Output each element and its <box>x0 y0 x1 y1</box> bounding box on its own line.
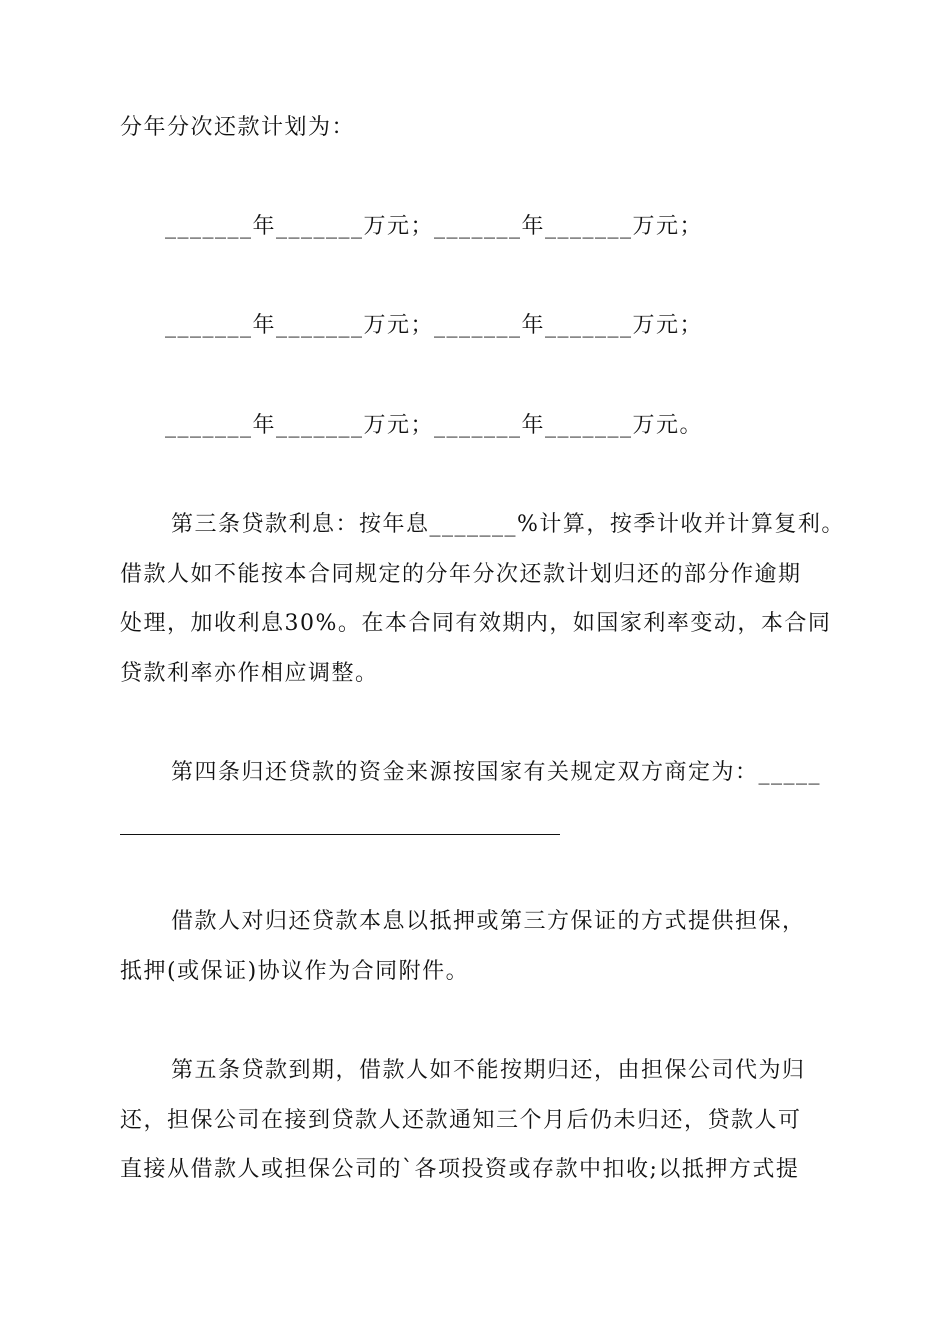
guarantee-paragraph-line: 借款人对归还贷款本息以抵押或第三方保证的方式提供担保， <box>171 909 806 934</box>
guarantee-paragraph-line: 抵押(或保证)协议作为合同附件。 <box>120 959 470 984</box>
article-three-line: 处理，加收利息30%。在本合同有效期内，如国家利率变动，本合同 <box>120 611 832 636</box>
repayment-plan-row: _______年_______万元；_______年_______万元； <box>165 313 704 338</box>
repayment-plan-row: _______年_______万元；_______年_______万元。 <box>165 413 704 438</box>
article-three-line: 第三条贷款利息：按年息_______%计算，按季计收并计算复利。 <box>171 512 845 537</box>
fill-in-blank-line <box>120 834 560 835</box>
article-three-line: 借款人如不能按本合同规定的分年分次还款计划归还的部分作逾期 <box>120 562 802 587</box>
article-four-line: 第四条归还贷款的资金来源按国家有关规定双方商定为：_____ <box>171 760 822 785</box>
article-five-line: 还，担保公司在接到贷款人还款通知三个月后仍未归还，贷款人可 <box>120 1108 802 1133</box>
article-five-line: 直接从借款人或担保公司的`各项投资或存款中扣收;以抵押方式提 <box>120 1157 800 1182</box>
article-five-line: 第五条贷款到期，借款人如不能按期归还，由担保公司代为归 <box>171 1058 806 1083</box>
repayment-plan-row: _______年_______万元；_______年_______万元； <box>165 214 704 239</box>
repayment-plan-heading: 分年分次还款计划为： <box>120 115 356 140</box>
article-three-line: 贷款利率亦作相应调整。 <box>120 661 379 686</box>
